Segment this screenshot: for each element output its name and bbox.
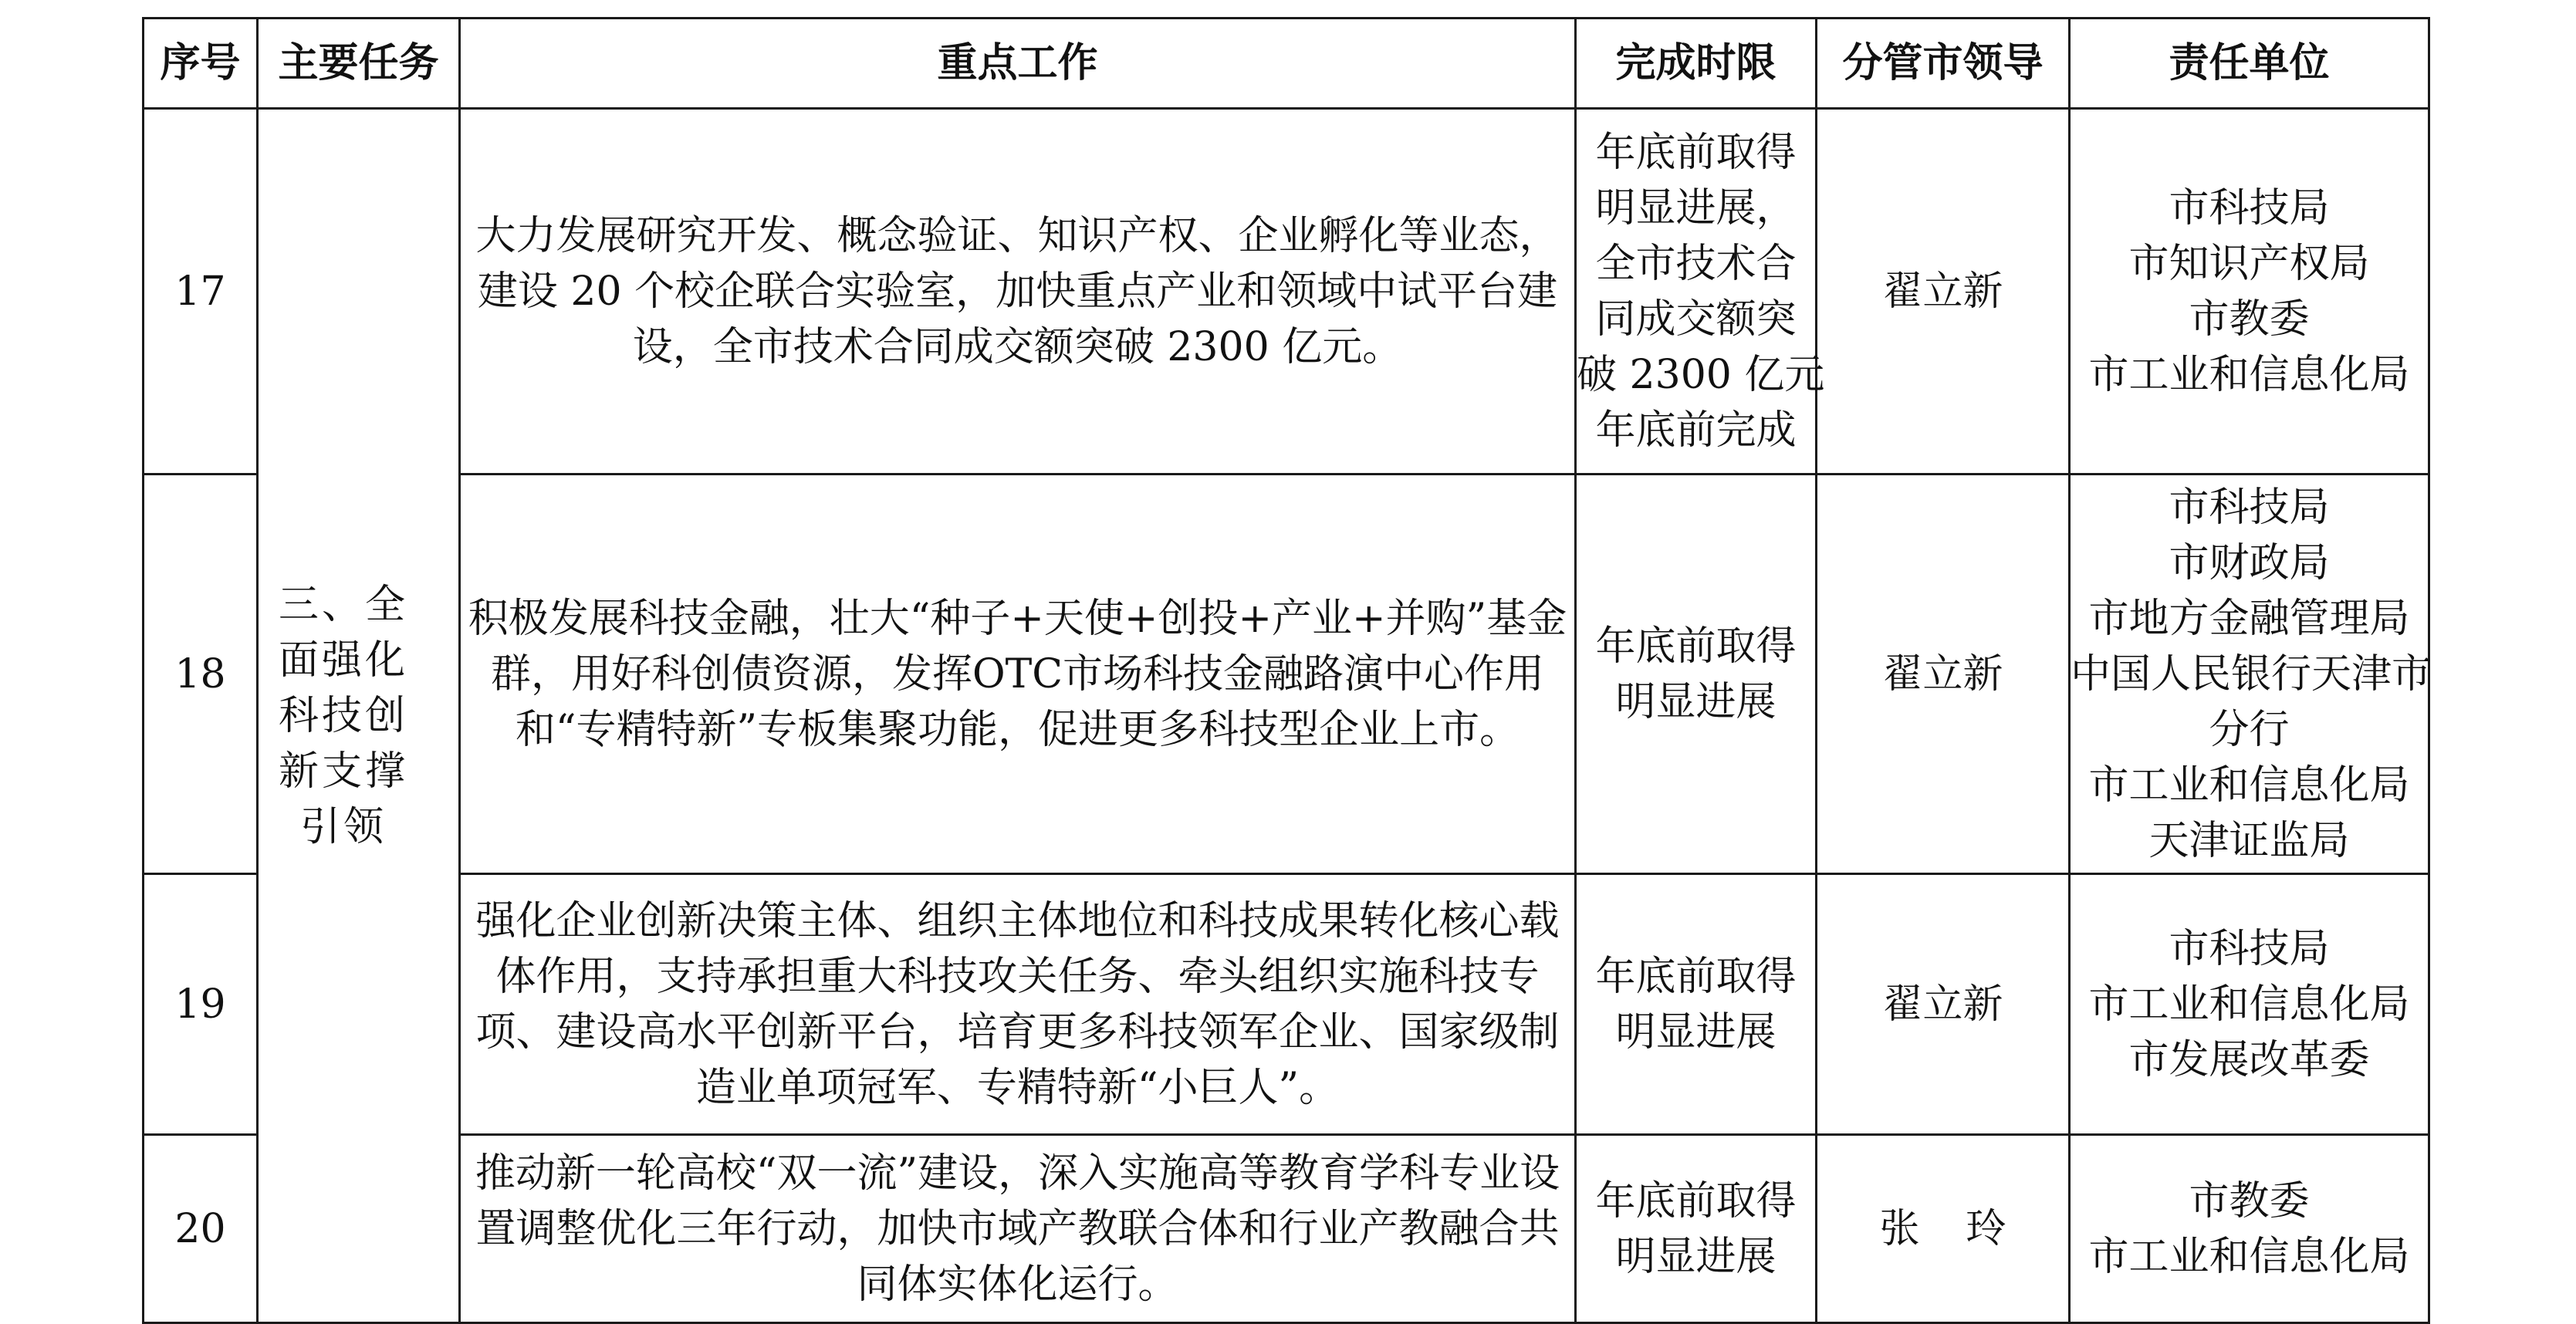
task-group-cell [258, 109, 460, 1323]
unit-line: 市工业和信息化局 [2088, 351, 2410, 398]
unit-line: 市科技局 [2169, 484, 2330, 531]
unit-line: 天津证监局 [2148, 817, 2350, 864]
row-leader: 翟立新 [1817, 109, 2070, 475]
deadline-line: 破 2300 亿元 [1577, 351, 1825, 398]
deadline-line: 全市技术合 [1595, 240, 1797, 287]
row-deadline [1576, 475, 1817, 874]
row-leader [1817, 1135, 2070, 1323]
unit-line: 市知识产权局 [2128, 240, 2370, 287]
row-seq: 18 [144, 475, 258, 874]
deadline-line: 同成交额突 [1595, 296, 1797, 343]
row-units [2070, 874, 2429, 1135]
unit-line: 市财政局 [2169, 539, 2330, 586]
unit-line: 分行 [2209, 706, 2290, 753]
deadline-line: 年底前取得 [1595, 623, 1797, 670]
row-deadline [1576, 1135, 1817, 1323]
row-units [2070, 475, 2432, 874]
row-units [2070, 109, 2429, 475]
deadline-line: 年底前取得 [1595, 129, 1797, 176]
unit-line: 市教委 [2189, 296, 2310, 343]
unit-line: 市教委 [2189, 1177, 2310, 1224]
row-seq: 19 [144, 874, 258, 1135]
table-row [144, 874, 2429, 1135]
unit-line: 市地方金融管理局 [2088, 595, 2410, 642]
header-leader: 分管市领导 [1817, 19, 2070, 109]
header-seq: 序号 [144, 19, 258, 109]
header-row [144, 19, 2429, 109]
row-leader: 翟立新 [1817, 874, 2070, 1135]
table-row [144, 1135, 2429, 1323]
task-group-text: 三、全面强化科技创新支撑引领 [278, 581, 408, 850]
header-work: 重点工作 [460, 19, 1576, 109]
header-unit: 责任单位 [2070, 19, 2429, 109]
row-work: 推动新一轮高校“双一流”建设，深入实施高等教育学科专业设置调整优化三年行动，加快市域产教联合体和行业产教融合共同体实体化运行。 [460, 1135, 1576, 1323]
deadline-line: 明显进展 [1615, 1008, 1776, 1055]
deadline-line: 年底前完成 [1595, 407, 1797, 454]
unit-line: 市工业和信息化局 [2088, 981, 2410, 1028]
deadline-line: 明显进展 [1615, 1233, 1776, 1280]
unit-line: 市科技局 [2169, 925, 2330, 972]
leader-name: 张玲 [1879, 1205, 2053, 1252]
header-task: 主要任务 [258, 19, 460, 109]
work-task-table [142, 17, 2430, 1324]
deadline-line: 明显进展， [1595, 184, 1797, 231]
row-work: 大力发展研究开发、概念验证、知识产权、企业孵化等业态，建设 20 个校企联合实验室，加快重点产业和领域中试平台建设，全市技术合同成交额突破 2300 亿元。 [460, 109, 1576, 475]
row-work: 积极发展科技金融，壮大“种子+天使+创投+产业+并购”基金群，用好科创债资源，发挥OTC市场科技金融路演中心作用和“专精特新”专板集聚功能，促进更多科技型企业上市。 [460, 475, 1576, 874]
header-deadline: 完成时限 [1576, 19, 1817, 109]
table-row [144, 475, 2429, 874]
deadline-line: 年底前取得 [1595, 1177, 1797, 1224]
deadline-line: 年底前取得 [1595, 953, 1797, 1000]
row-leader: 翟立新 [1817, 475, 2070, 874]
unit-line: 市工业和信息化局 [2088, 1233, 2410, 1280]
row-deadline [1576, 109, 1825, 475]
row-seq: 17 [144, 109, 258, 475]
table-row [144, 109, 2429, 475]
row-work: 强化企业创新决策主体、组织主体地位和科技成果转化核心载体作用，支持承担重大科技攻关任务、牵头组织实施科技专项、建设高水平创新平台，培育更多科技领军企业、国家级制造业单项冠军、专精特新“小巨人”。 [460, 874, 1576, 1135]
row-deadline [1576, 874, 1817, 1135]
unit-line: 市科技局 [2169, 184, 2330, 231]
unit-line: 中国人民银行天津市 [2071, 650, 2432, 697]
unit-line: 市工业和信息化局 [2088, 762, 2410, 809]
deadline-line: 明显进展 [1615, 678, 1776, 725]
unit-line: 市发展改革委 [2128, 1036, 2370, 1083]
row-units [2070, 1135, 2429, 1323]
row-seq: 20 [144, 1135, 258, 1323]
